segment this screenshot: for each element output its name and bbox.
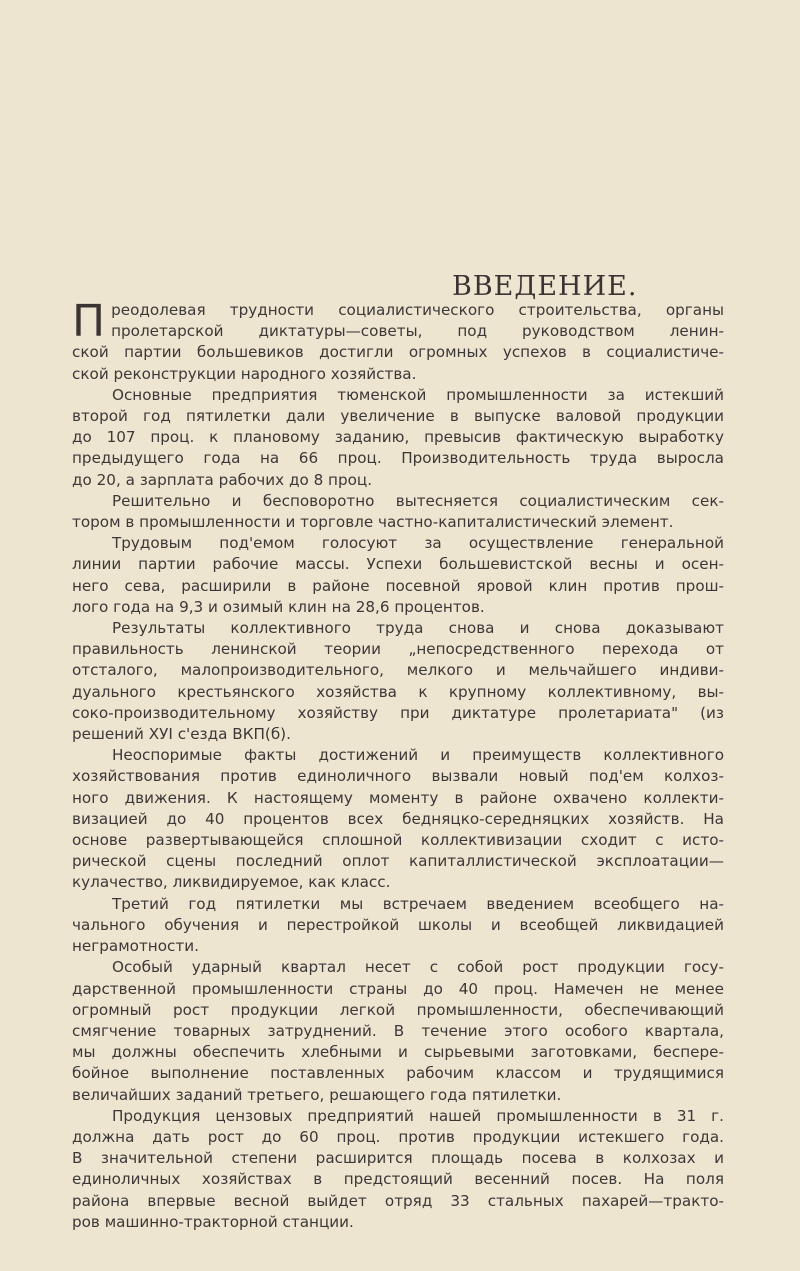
text-line: ской реконструкции народного хозяйства. [72,364,417,383]
text-line: реодолевая трудности социалистического строительства, органы [111,301,724,319]
text-line: ного движения. К настоящему моменту в районе охвачено коллекти- [72,788,724,807]
text-line: района впервые весной выйдет отряд 33 стальных пахарей—тракто- [72,1191,724,1210]
text-line: пролетарской диктатуры—советы, под руководством ленин- [111,322,724,341]
text-line: визацией до 40 процентов всех бедняцко-середняцких хозяйств. На [72,809,724,828]
paragraph [72,385,724,491]
paragraph [72,957,724,1105]
document-body [72,296,724,1233]
text-line: правильность ленинской теории „непосредственного перехода от [72,640,724,659]
text-line: рической сцены последний оплот капиталлистической эксплоатации— [72,852,724,871]
text-line: решений ХУI с'езда ВКП(б). [72,725,291,744]
text-line: Особый ударный квартал несет с собой рост продукции госу- [112,958,724,977]
paragraph [72,491,724,533]
text-line: соко-производительному хозяйству при диктатуре пролетариата" (из [72,703,724,722]
paragraph [72,894,724,958]
text-line: предыдущего года на 66 проц. Производительность труда выросла [72,449,724,468]
text-line: дуального крестьянского хозяйства к крупному коллективному, вы- [72,682,724,701]
text-line: дарственной промышленности страны до 40 проц. Намечен не менее [72,979,724,998]
text-line: единоличных хозяйствах в предстоящий весенний посев. На поля [72,1170,724,1189]
text-line: мы должны обеспечить хлебными и сырьевыми заготовками, беспере- [72,1043,724,1062]
paragraph [72,296,724,385]
text-line: Трудовым под'емом голосуют за осуществление генеральной [112,534,724,553]
text-line: тором в промышленности и торговле частно-капиталистический элемент. [72,513,674,532]
text-line: до 20, а зарплата рабочих до 8 проц. [72,470,373,489]
text-line: хозяйствования против единоличного вызвали новый под'ем колхоз- [72,767,724,786]
text-line: линии партии рабочие массы. Успехи большевистской весны и осен- [72,555,724,574]
text-line: неграмотности. [72,937,199,956]
document-heading: ВВЕДЕНИЕ. [452,271,638,303]
text-line: него сева, расширили в районе посевной яровой клин против прош- [72,576,724,595]
text-line: огромный рост продукции легкой промышленности, обеспечивающий [72,1000,724,1019]
text-line: отсталого, малопроизводительного, мелкого и мельчайшего индиви- [72,661,724,680]
text-line: чального обучения и перестройкой школы и всеобщей ликвидацией [72,915,724,934]
text-line: ров машинно-тракторной станции. [72,1212,354,1231]
paragraph [72,618,724,745]
paragraph [72,533,724,618]
text-line: бойное выполнение поставленных рабочим классом и трудящимися [72,1064,724,1083]
text-line: второй год пятилетки дали увеличение в выпуске валовой продукции [72,407,724,426]
text-line: Неоспоримые факты достижений и преимуществ коллективного [112,746,724,765]
text-line: Продукция цензовых предприятий нашей промышленности в 31 г. [112,1106,724,1125]
text-line: лого года на 9,3 и озимый клин на 28,6 процентов. [72,597,485,616]
text-line: ской партии большевиков достигли огромных успехов в социалистиче- [72,343,724,362]
text-line: до 107 проц. к плановому заданию, превысив фактическую выработку [72,428,724,447]
text-line: Третий год пятилетки мы встречаем введением всеобщего на- [112,894,724,913]
drop-cap: П [72,296,106,347]
text-line: Решительно и бесповоротно вытесняется социалистическим сек- [112,491,724,510]
text-line: величайших заданий третьего, решающего года пятилетки. [72,1085,562,1104]
text-line: основе развертывающейся сплошной коллективизации сходит с исто- [72,831,724,850]
text-line: Результаты коллективного труда снова и снова доказывают [112,619,724,638]
text-line: должна дать рост до 60 проц. против продукции истекшего года. [72,1127,724,1146]
text-line: кулачество, ликвидируемое, как класс. [72,873,391,892]
paragraph [72,745,724,893]
text-line: В значительной степени расширится площадь посева в колхозах и [72,1149,724,1168]
text-line: смягчение товарных затруднений. В течение этого особого квартала, [72,1021,724,1040]
text-line: Основные предприятия тюменской промышленности за истекший [112,385,724,404]
paragraph [72,1106,724,1233]
